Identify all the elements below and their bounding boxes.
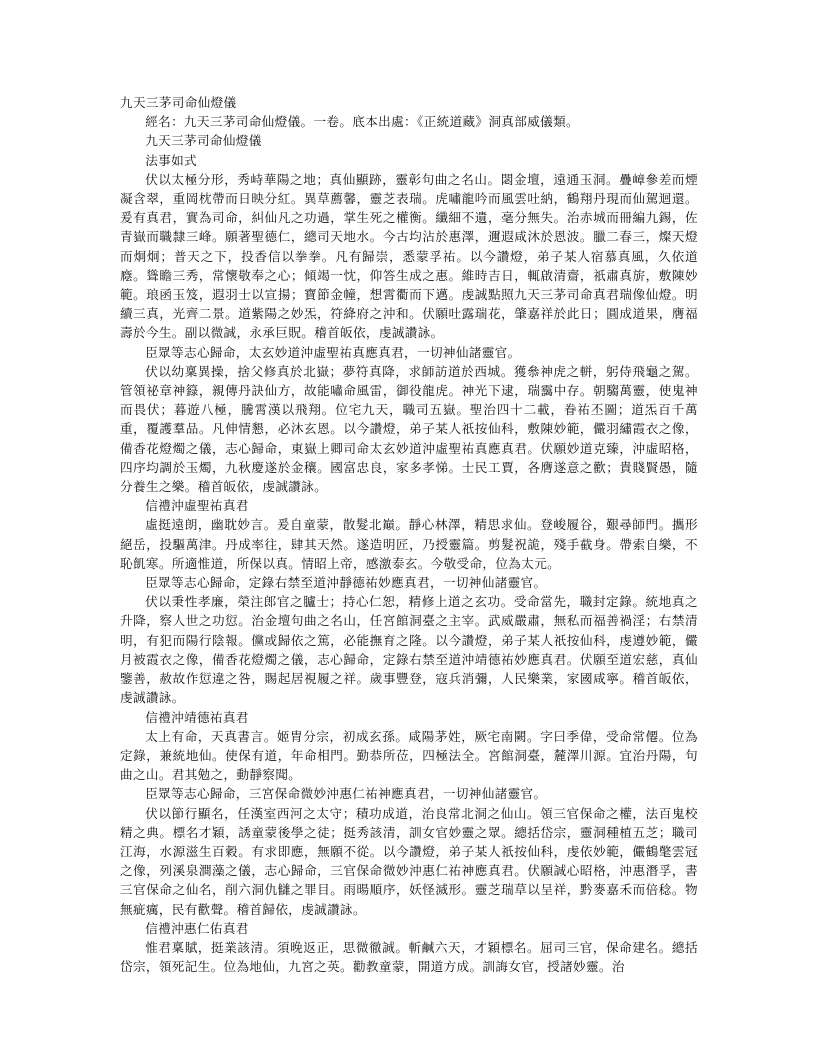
paragraph: 臣眾等志心歸命，定錄右禁至道沖靜德祐妙應真君，一切神仙諸靈官。 (145, 575, 547, 591)
paragraph: 臣眾等志心歸命，太玄妙道沖虛聖祐真應真君，一切神仙諸靈官。 (145, 344, 521, 360)
paragraph: 經名：九天三茅司命仙燈儀。一卷。底本出處：《正統道藏》洞真部威儀類。 (145, 114, 579, 130)
paragraph: 惟君稟賦，挺業該清。須晚返正，思微徹誠。斬鹹六天，才穎標名。屈司三官，保命建名。總括岱宗，領死記生。位為地仙，九宮之英。勸教童蒙，開道方成。訓誨女官，授諸妙靈。治 (120, 939, 698, 975)
paragraph: 信禮沖虛聖祐真君 (145, 498, 249, 514)
paragraph: 法事如式 (145, 152, 197, 168)
paragraph: 信禮沖靖德祐真君 (145, 709, 249, 725)
paragraph: 伏以幼稟異操，捨父修真於北嶽；夢符真降，求師訪道於西城。獲叅神虎之軿，躬侍飛龜之駕。管領祕章神籙，親傳丹訣仙方，故能嘯命風雷，御役龍虎。神光下逮，瑞靄中存。朝騶萬靈，使鬼神而畏伏；暮遊八極，騰霄漢以飛翔。位宅九天，職司五嶽。聖治四十二載，眷祐丕圖；道炁百千萬重，覆護羣品。凡伸情懇，必沐玄恩。以今讚燈，弟子某人祇按仙科，敷陳妙範，儼羽繡霞衣之像，備香花燈燭之儀，志心歸命，東嶽上卿司命太玄妙道沖虛聖祐真應真君。伏願妙道克臻，沖虛昭格，四序均調於玉燭，九秋慶遂於金穰。國富忠良，家多孝悌。士民工賈，各膺遂意之歡；貴賤賢愚，隨分養生之樂。稽首皈依，虔誠讚詠。 (120, 363, 698, 495)
paragraph: 九天三茅司命仙燈儀 (145, 133, 262, 149)
paragraph: 伏以太極分形，秀峙華陽之地；真仙顯跡，靈彰句曲之名山。閟金壇，遠通玉洞。疊嶂參差而煙凝含翠，重岡枕帶而日映分紅。異草薦馨，靈芝表瑞。虎嘯龍吟而風雲吐納，鶴翔丹現而仙駕迴還。爰有真君，實為司命，糾仙凡之功過，掌生死之權衡。纖細不遺，毫分無失。治赤城而冊編九錫，佐青嶽而職隸三峰。願著聖德仁，總司天地水。今古均沾於惠澤，邇遐咸沐於恩波。臘二春三，燦天燈而炯炯；普天之下，投香信以拳拳。凡有歸崇，悉蒙孚祐。以今讚燈，弟子某人宿慕真風，久依道廕。聳瞻三秀，常懷敬奉之心；傾竭一忱，仰答生成之惠。維時吉日，輒啟清齋，祇肅真旂，敷陳妙範。琅函玉笈，遐羽士以宣揚；寶節金幢，想霄衢而下邁。虔誠點照九天三茅司命真君瑞像仙燈。明續三真，光齊二景。道紫陽之妙炁，符絳府之沖和。伏願吐露瑞花，肇嘉祥於此日；圓成道果，膺福壽於今生。副以微誠，永承巨貺。稽首皈依，虔誠讚詠。 (120, 171, 698, 341)
document-title: 九天三茅司命仙燈儀 (120, 95, 237, 110)
paragraph: 臣眾等志心歸命，三宮保命微妙沖惠仁祐神應真君，一切神仙諸靈官。 (145, 786, 547, 802)
paragraph: 虛挺遠朗，幽耽妙言。爰自童蒙，散髮北巔。靜心林澤，精思求仙。登峻履谷，艱尋師門。攜形絕岳，投驅萬津。丹成率往，肆其天然。遂造明匠，乃授靈篇。剪髮祝詭，殘手截身。帶索自樂，不恥飢寒。所適惟道，所保以真。情昭上帝，感激泰玄。今敬受命，位為太元。 (120, 517, 698, 571)
paragraph: 伏以節行顯名，任漢室西河之太守；積功成道，治良常北洞之仙山。領三官保命之權，法百鬼校精之典。標名才穎，誘童蒙後學之徒；挺秀該清，訓女官妙靈之眾。總括岱宗，靈洞種植五芝；職司江海，水源滋生百穀。有求即應，無願不從。以今讚燈，弟子某人祇按仙科，虔依妙範，儼鶴氅雲冠之像，列溪泉澗藻之儀，志心歸命，三官保命微妙沖惠仁祐神應真君。伏願誠心昭格，沖惠潛孚，書三官保命之仙名，削六洞仇讎之罪目。雨暘順序，妖怪滅形。靈芝瑞草以呈祥，黔麥嘉禾而倍稔。物無疵癘，民有歡聲。稽首歸依，虔誠讚詠。 (120, 805, 698, 917)
paragraph: 太上有命，天真書言。姬胄分宗，初成玄孫。咸陽茅姓，厥宅南闕。字曰季偉，受命常僊。位為定錄，兼統地仙。使保有道，年命相門。勤恭所莅，四極法全。宮館洞臺，麓澤川源。宜治丹陽，句曲之山。君其勉之，動靜察聞。 (120, 728, 698, 783)
paragraph: 信禮沖惠仁佑真君 (145, 920, 249, 936)
document-page (120, 93, 698, 976)
paragraph: 伏以秉性孝廉，榮注郎官之臚士；持心仁恕，精修上道之玄功。受命當先，職封定錄。統地真之升降，察人世之功愆。治金壇句曲之名山，任宮館洞臺之主宰。武威嚴肅，無私而福善禍淫；右禁清明，有犯而陽行陰報。儻或歸依之篤，必能撫育之隆。以今讚燈，弟子某人祇按仙科，虔遵妙範，儼月被霞衣之像，備香花燈燭之儀，志心歸命，定錄右禁至道沖靖德祐妙應真君。伏願至道宏慈，真仙鑒善，赦故作愆違之咎，賜起居視履之祥。歲事豐登，寇兵消彌，人民樂業，家國咸寧。稽首皈依，虔誠讚詠。 (120, 594, 698, 706)
